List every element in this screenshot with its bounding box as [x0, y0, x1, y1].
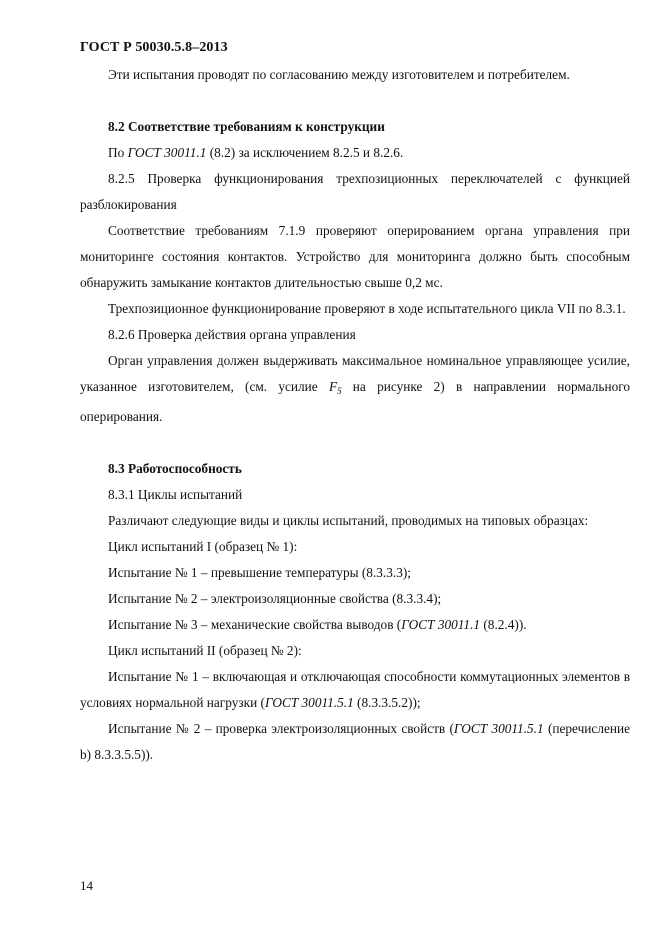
- document-header: ГОСТ Р 50030.5.8–2013: [80, 40, 228, 55]
- paragraph: [80, 664, 630, 716]
- paragraph: Эти испытания проводят по согласованию между изготовителем и потребителем.: [108, 67, 570, 82]
- paragraph: 8.2.6 Проверка действия органа управления: [108, 327, 356, 342]
- standard-reference: ГОСТ 30011.5.1: [264, 695, 354, 710]
- text-run: Испытание № 2 – проверка электроизоляционных свойств (: [108, 721, 454, 736]
- paragraph: Различают следующие виды и циклы испытаний, проводимых на типовых образцах:: [108, 513, 589, 528]
- paragraph: Соответствие требованиям 7.1.9 проверяют оперированием органа управления при мониторинге состояния контактов. Устройство для мониторинга должно быть способным обнаружить замыкание контактов длительностью свыше 0,2 мс.: [80, 223, 630, 290]
- paragraph: Цикл испытаний II (образец № 2):: [108, 643, 302, 658]
- paragraph: 8.2.5 Проверка функционирования трехпозиционных переключателей с функцией разблокирования: [80, 171, 630, 212]
- paragraph: [80, 612, 630, 638]
- force-subscript: 5: [337, 386, 342, 396]
- standard-reference: ГОСТ 30011.1: [401, 617, 481, 632]
- paragraph: [80, 348, 630, 430]
- standard-reference: ГОСТ 30011.5.1: [453, 721, 544, 736]
- paragraph: Трехпозиционное функционирование проверяют в ходе испытательного цикла VII по 8.3.1.: [108, 301, 626, 316]
- page-number: 14: [80, 878, 93, 893]
- text-run: (8.2) за исключением 8.2.5 и 8.2.6.: [206, 145, 404, 160]
- paragraph: 8.3.1 Циклы испытаний: [108, 487, 243, 502]
- paragraph: Испытание № 1 – превышение температуры (8.3.3.3);: [108, 565, 411, 580]
- text-run: Испытание № 1 – включающая и отключающая способности коммутационных элементов в условиях нормальной нагрузки (: [80, 669, 630, 710]
- section-heading-8-2: 8.2 Соответствие требованиям к конструкции: [108, 119, 385, 134]
- paragraph: Цикл испытаний I (образец № 1):: [108, 539, 298, 554]
- paragraph: [80, 140, 630, 166]
- text-run: (8.3.3.5.2));: [353, 695, 421, 710]
- document-body: [80, 62, 630, 768]
- text-run: Орган управления должен выдерживать максимальное номинальное управляющее усилие, указанное изготовителем, (см. усилие: [80, 353, 630, 394]
- force-symbol: F: [328, 379, 338, 394]
- text-run: (перечисление b) 8.3.3.5.5)).: [80, 721, 630, 762]
- section-heading-8-3: 8.3 Работоспособность: [108, 461, 242, 476]
- paragraph: Испытание № 2 – электроизоляционные свойства (8.3.3.4);: [108, 591, 442, 606]
- text-run: (8.2.4)).: [480, 617, 527, 632]
- paragraph: [80, 716, 630, 768]
- text-run: По: [108, 145, 128, 160]
- text-run: на рисунке 2) в направлении нормального оперирования.: [80, 379, 631, 424]
- text-run: Испытание № 3 – механические свойства выводов (: [108, 617, 402, 632]
- standard-reference: ГОСТ 30011.1: [127, 145, 207, 160]
